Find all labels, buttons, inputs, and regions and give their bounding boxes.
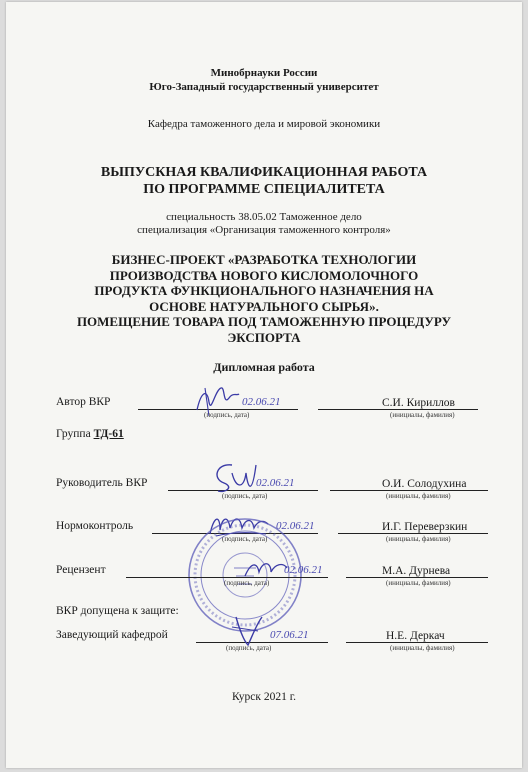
supervisor-sign-caption: (подпись, дата): [222, 492, 268, 500]
normcontrol-sign-date: 02.06.21: [276, 520, 315, 532]
author-name-line: [318, 409, 478, 410]
supervisor-name-caption: (инициалы, фамилия): [386, 492, 451, 500]
author-row: [56, 396, 496, 424]
reviewer-name-caption: (инициалы, фамилия): [386, 579, 451, 587]
normcontrol-label: Нормоконтроль: [56, 520, 134, 532]
head-row: [56, 629, 496, 657]
topic-line-1: БИЗНЕС-ПРОЕКТ «РАЗРАБОТКА ТЕХНОЛОГИИ: [111, 252, 417, 267]
thesis-topic: [24, 252, 504, 345]
speciality: специальность 38.05.02 Таможенное дело: [166, 211, 362, 223]
supervisor-name: О.И. Солодухина: [382, 478, 467, 490]
author-sign-caption: (подпись, дата): [204, 411, 250, 419]
reviewer-name: М.А. Дурнева: [382, 565, 451, 577]
reviewer-name-line: [346, 577, 488, 578]
normcontrol-name-caption: (инициалы, фамилия): [386, 535, 451, 543]
head-name-line: [346, 642, 488, 643]
speciality-block: [6, 211, 522, 237]
group-value: ТД-61: [93, 428, 124, 440]
document-type-line-1: ВЫПУСКНАЯ КВАЛИФИКАЦИОННАЯ РАБОТА: [100, 165, 428, 180]
ministry-name: Минобрнауки России: [210, 67, 318, 79]
author-name: С.И. Кириллов: [382, 397, 455, 409]
normcontrol-name-line: [338, 533, 488, 534]
supervisor-sign-date: 02.06.21: [256, 477, 295, 489]
reviewer-sign-caption: (подпись, дата): [224, 579, 270, 587]
reviewer-row: [56, 564, 496, 592]
topic-line-6: ЭКСПОРТА: [227, 329, 301, 345]
group-row: [56, 428, 496, 456]
head-sign-caption: (подпись, дата): [226, 644, 272, 652]
head-label: Заведующий кафедрой: [56, 629, 168, 641]
document-page: [6, 2, 522, 768]
head-name: Н.Е. Деркач: [386, 630, 445, 642]
topic-line-3: ПРОДУКТА ФУНКЦИОНАЛЬНОГО НАЗНАЧЕНИЯ НА: [94, 283, 434, 298]
city-year: Курск 2021 г.: [231, 691, 297, 703]
document-type: [6, 164, 522, 198]
group-label: [56, 428, 124, 440]
work-subtitle: Дипломная работа: [213, 360, 315, 374]
admitted-label: ВКР допущена к защите:: [56, 605, 179, 617]
normcontrol-name: И.Г. Переверзкин: [382, 521, 468, 533]
institution-header: [6, 66, 522, 94]
reviewer-sign-date: 02.06.21: [284, 564, 323, 576]
group-label-text: Группа: [56, 428, 91, 440]
topic-line-5: ПОМЕЩЕНИЕ ТОВАРА ПОД ТАМОЖЕННУЮ ПРОЦЕДУРУ: [76, 314, 452, 329]
topic-line-4: ОСНОВЕ НАТУРАЛЬНОГО СЫРЬЯ».: [149, 298, 379, 314]
reviewer-label: Рецензент: [56, 564, 106, 576]
supervisor-label: Руководитель ВКР: [56, 477, 148, 489]
specialization: специализация «Организация таможенного контроля»: [137, 224, 391, 236]
author-label: Автор ВКР: [56, 396, 111, 408]
author-sign-date: 02.06.21: [242, 396, 281, 408]
supervisor-name-line: [330, 490, 488, 491]
department-name: Кафедра таможенного дела и мировой экономики: [147, 118, 381, 130]
document-type-line-2: ПО ПРОГРАММЕ СПЕЦИАЛИТЕТА: [143, 182, 385, 197]
author-name-caption: (инициалы, фамилия): [390, 411, 455, 419]
head-name-caption: (инициалы, фамилия): [390, 644, 455, 652]
topic-line-2: ПРОИЗВОДСТВА НОВОГО КИСЛОМОЛОЧНОГО: [109, 267, 419, 283]
university-name: Юго-Западный государственный университет: [149, 81, 379, 93]
reviewer-signature-line: [126, 577, 328, 578]
head-sign-date: 07.06.21: [270, 629, 309, 641]
normcontrol-sign-caption: (подпись, дата): [222, 535, 268, 543]
supervisor-row: [56, 477, 496, 505]
